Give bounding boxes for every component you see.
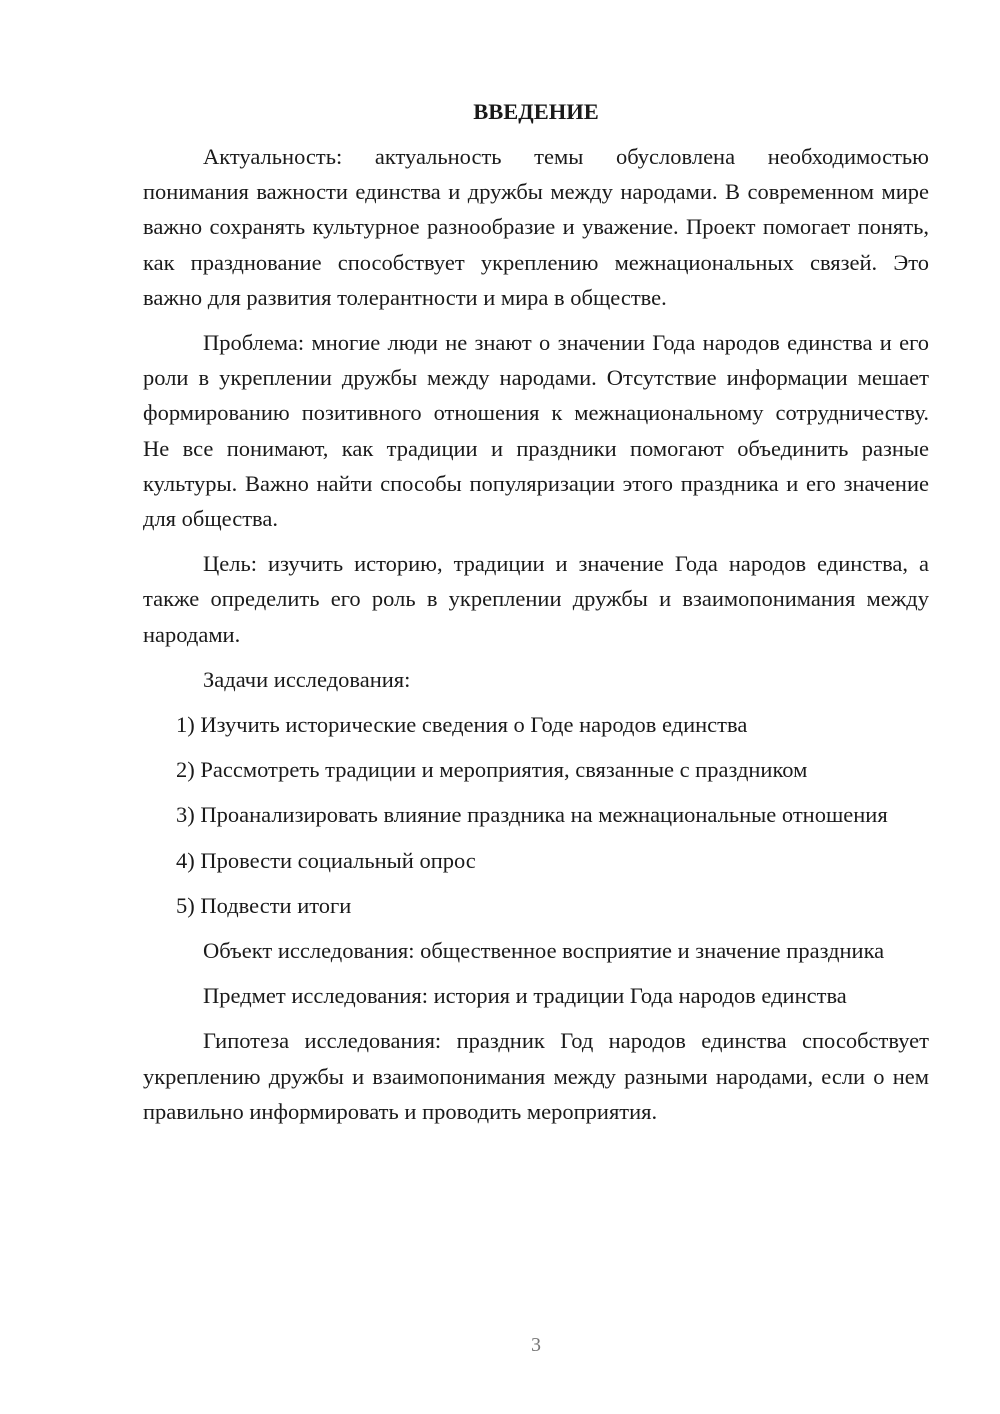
page-number: 3 xyxy=(531,1334,541,1356)
object-paragraph: Объект исследования: общественное восприятие и значение праздника xyxy=(203,938,885,964)
task-item: 5) Подвести итоги xyxy=(176,892,352,918)
relevance-paragraph: Актуальность: актуальность темы обусловлена необходимостью понимания важности единства и дружбы между народами. В современном мире важно сохранять культурное разнообразие и уважение. Проект помогает понять, как празднование способствует укреплению межнациональных связей. Это важно для развития толерантности и мира в обществе. xyxy=(143,144,929,310)
subject-paragraph: Предмет исследования: история и традиции Года народов единства xyxy=(203,983,847,1009)
goal-paragraph: Цель: изучить историю, традиции и значение Года народов единства, а также определить его роль в укреплении дружбы и взаимопонимания между народами. xyxy=(143,551,929,647)
page-title: ВВЕДЕНИЕ xyxy=(473,99,599,124)
problem-paragraph: Проблема: многие люди не знают о значении Года народов единства и его роли в укреплении дружбы между народами. Отсутствие информации мешает формированию позитивного отношения к межнациональному сотрудничеству. Не все понимают, как традиции и праздники помогают объединить разные культуры. Важно найти способы популяризации этого праздника и его значение для общества. xyxy=(143,330,929,532)
task-item: 4) Провести социальный опрос xyxy=(176,847,476,873)
task-item: 1) Изучить исторические сведения о Годе народов единства xyxy=(176,712,748,738)
document-page xyxy=(143,95,929,1139)
hypothesis-paragraph: Гипотеза исследования: праздник Год народов единства способствует укреплению дружбы и взаимопонимания между разными народами, если о нем правильно информировать и проводить мероприятия. xyxy=(143,1028,929,1124)
task-item: 2) Рассмотреть традиции и мероприятия, связанные с праздником xyxy=(176,757,808,783)
task-item: 3) Проанализировать влияние праздника на межнациональные отношения xyxy=(176,802,888,828)
tasks-heading: Задачи исследования: xyxy=(203,666,411,692)
